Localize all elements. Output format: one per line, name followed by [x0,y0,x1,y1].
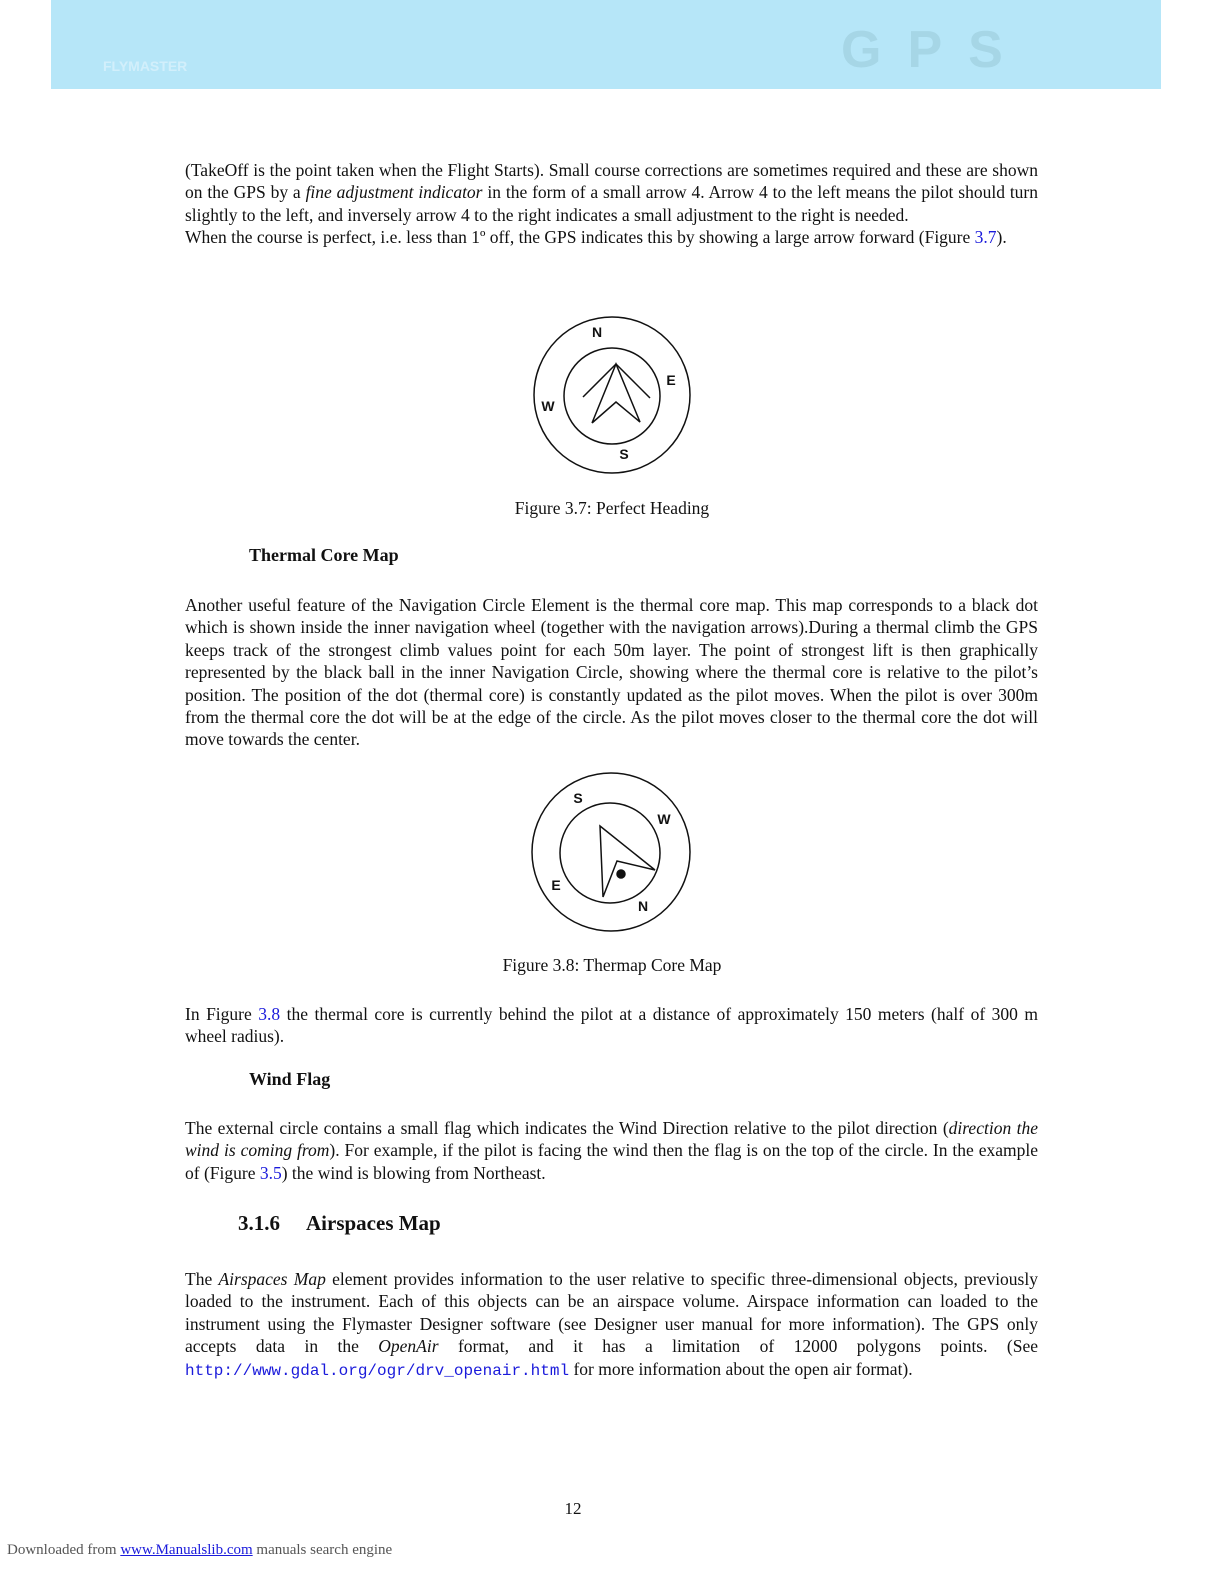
figure-perfect-heading [534,317,690,473]
compass-e: E [551,877,561,893]
paragraph-wind-flag [185,1117,1038,1184]
gps-logo: GPS [841,21,1029,79]
paragraph-course-corrections [185,159,1038,249]
text: manuals search engine [252,1542,393,1558]
compass-w: W [541,398,555,414]
figure-ref-link[interactable]: 3.8 [258,1004,281,1024]
manualslib-link[interactable]: www.Manualslib.com [120,1542,253,1558]
text: ). [996,227,1007,248]
heading-wind-flag: Wind Flag [249,1069,331,1089]
header-banner [51,0,1161,89]
flymaster-logo: FLYMASTER [103,58,188,74]
text: (TakeOff is the point taken when the Flight Starts). Small course corrections are sometimes required and these are shown on the GPS by a [185,160,1038,203]
emphasis: fine adjustment indicator [305,182,483,203]
compass-n: N [637,898,649,914]
text: Downloaded from [7,1542,121,1558]
text: element provides information to the user relative to specific three-dimensional objects, previously loaded to the instrument. Each of this objects can be an airspace volume. Airspace information can loaded to the instrument using the Flymaster Designer software (see Designer user manual for more information). The GPS only accepts data in the [185,1269,1038,1357]
compass-s: S [619,446,629,462]
text: ) the wind is blowing from Northeast. [281,1162,546,1183]
text: in the form of a small arrow 4. Arrow 4 to the left means the pilot should turn slightly to the left, and inversely arrow 4 to the right indicates a small adjustment to the right is needed. [185,182,1039,225]
text: When the course is perfect, i.e. less than 1º off, the GPS indicates this by showing a large arrow forward (Figure [185,227,975,248]
inner-circle [560,803,660,903]
outer-circle [534,317,690,473]
footer [7,1542,392,1559]
figure-ref-link[interactable]: 3.7 [974,227,997,248]
emphasis: Airspaces Map [218,1269,326,1289]
text: the thermal core is currently behind the pilot at a distance of approximately 150 meters (half of 300 m wheel radius). [185,1004,1038,1047]
figure-thermal-core-map [532,773,690,931]
text: Another useful feature of the Navigation Circle Element is the thermal core map. This map corresponds to a black dot which is shown inside the inner navigation wheel (together with the navigation arrows).During a thermal climb the GPS keeps track of the strongest climb values point for each 50m layer. The point of strongest lift is then graphically represented by the black ball in the inner Navigation Circle, showing where the thermal core is relative to the pilot’s position. The position of the dot (thermal core) is constantly updated as the pilot moves. When the pilot is over 300m from the thermal core the dot will be at the edge of the circle. As the pilot moves closer to the thermal core the dot will move towards the center. [185,595,1038,750]
heading-thermal-core-map: Thermal Core Map [249,545,399,565]
emphasis: direction the wind is coming from [185,1118,1038,1161]
openair-url-link[interactable]: http://www.gdal.org/ogr/drv_openair.html [185,1361,570,1380]
outer-circle [532,773,690,931]
text: The external circle contains a small flag which indicates the Wind Direction relative to the pilot direction ( [185,1118,949,1138]
compass-s: S [573,790,583,806]
heading-chevron [583,364,650,398]
text: format, and it has a limitation of 12000 polygons points. (See [438,1336,1038,1357]
paragraph-thermal-example [185,1003,1038,1048]
paragraph-thermal-core [185,594,1038,751]
page-number: 12 [564,1499,582,1518]
figure-ref-link[interactable]: 3.5 [259,1162,282,1183]
text: The [185,1269,219,1289]
figure-caption: Figure 3.8: Thermap Core Map [502,955,722,975]
forward-arrow-icon [592,364,640,423]
figure-caption: Figure 3.7: Perfect Heading [514,498,710,518]
section-heading [238,1211,441,1236]
section-title: Airspaces Map [306,1211,441,1235]
compass-w: W [657,811,671,827]
thermal-core-dot [617,870,625,878]
compass-e: E [666,372,676,388]
text: In Figure [185,1004,259,1024]
text: ). For example, if the pilot is facing the wind then the flag is on the top of the circle. In the example of (Figure [185,1140,1038,1183]
paragraph-airspaces [185,1268,1038,1382]
emphasis: OpenAir [378,1336,439,1357]
section-number: 3.1.6 [238,1211,280,1235]
inner-circle [564,348,660,444]
compass-n: N [591,324,603,340]
text: for more information about the open air format). [569,1358,913,1379]
heading-arrow-icon [600,826,655,897]
